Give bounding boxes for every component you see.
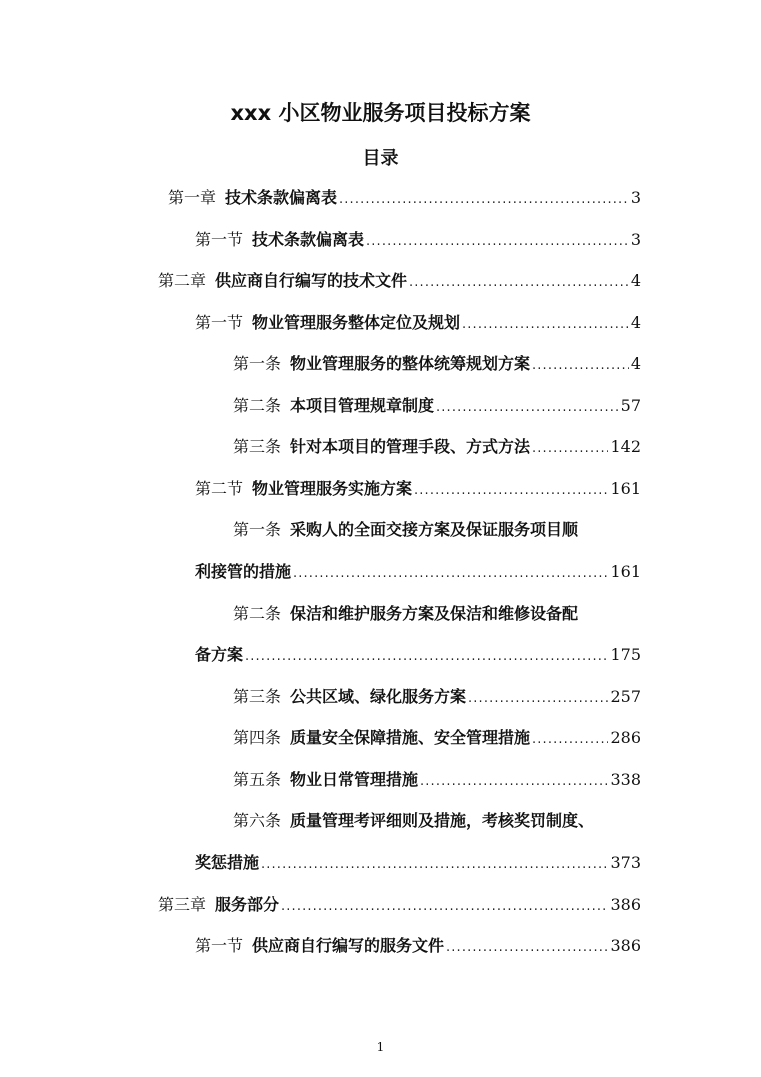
toc-entry-article-2-1-2[interactable] — [233, 392, 641, 420]
toc-leader-dots — [420, 768, 608, 796]
toc-leader-dots — [366, 228, 629, 256]
toc-leader-dots — [468, 685, 608, 713]
toc-leader-dots — [409, 269, 629, 297]
toc-entry-section-3-1[interactable] — [195, 932, 641, 960]
toc-entry-title: 针对本项目的管理手段、方式方法 — [290, 437, 531, 456]
toc-entry-number: 第二章 — [158, 271, 207, 290]
toc-entry-number: 第一节 — [195, 936, 244, 955]
toc-entry-article-2-2-2[interactable] — [233, 600, 578, 628]
toc-entry-article-2-2-1-cont[interactable] — [195, 558, 641, 586]
toc-entry-chapter-2[interactable] — [158, 267, 641, 295]
toc-entry-number: 第五条 — [233, 770, 282, 789]
toc-entry-number: 第一条 — [233, 354, 282, 373]
toc-entry-title: 质量安全保障措施、安全管理措施 — [290, 728, 531, 747]
toc-entry-number: 第二条 — [233, 396, 282, 415]
toc-entry-title: 利接管的措施 — [195, 562, 292, 581]
toc-entry-article-2-1-1[interactable] — [233, 350, 641, 378]
document-title: xxx 小区物业服务项目投标方案 — [230, 101, 531, 125]
toc-entry-title: 物业日常管理措施 — [290, 770, 419, 789]
toc-entry-title: 供应商自行编写的技术文件 — [215, 271, 408, 290]
toc-entry-number: 第三章 — [158, 895, 207, 914]
toc-entry-article-2-2-5[interactable] — [233, 766, 641, 794]
toc-leader-dots — [446, 934, 608, 962]
toc-entry-page: 57 — [620, 396, 641, 415]
toc-heading: 目录 — [362, 148, 399, 169]
toc-entry-article-2-1-3[interactable] — [233, 433, 641, 461]
toc-leader-dots — [532, 726, 608, 754]
toc-leader-dots — [532, 435, 608, 463]
toc-entry-page: 161 — [610, 562, 641, 581]
toc-entry-section-2-2[interactable] — [195, 475, 641, 503]
toc-entry-article-2-2-2-cont[interactable] — [195, 641, 641, 669]
toc-entry-page: 286 — [610, 728, 641, 747]
toc-entry-number: 第一节 — [195, 230, 244, 249]
toc-entry-number: 第二节 — [195, 479, 244, 498]
toc-entry-page: 161 — [610, 479, 641, 498]
toc-entry-page: 4 — [630, 313, 641, 332]
toc-entry-title: 物业管理服务整体定位及规划 — [252, 313, 461, 332]
toc-entry-page: 373 — [610, 853, 641, 872]
toc-entry-section-1-1[interactable] — [195, 226, 641, 254]
toc-entry-title: 采购人的全面交接方案及保证服务项目顺 — [290, 520, 579, 539]
toc-entry-title: 保洁和维护服务方案及保洁和维修设备配 — [290, 604, 579, 623]
toc-entry-article-2-2-6-cont[interactable] — [195, 849, 641, 877]
toc-leader-dots — [339, 186, 629, 214]
toc-entry-chapter-1[interactable] — [168, 184, 641, 212]
toc-entry-title: 奖惩措施 — [195, 853, 260, 872]
toc-entry-title: 供应商自行编写的服务文件 — [252, 936, 445, 955]
toc-entry-article-2-2-4[interactable] — [233, 724, 641, 752]
toc-entry-page: 3 — [630, 188, 641, 207]
toc-leader-dots — [245, 643, 608, 671]
toc-entry-section-2-1[interactable] — [195, 309, 641, 337]
toc-leader-dots — [261, 851, 608, 879]
toc-entry-title: 公共区域、绿化服务方案 — [290, 687, 467, 706]
toc-entry-page: 142 — [610, 437, 641, 456]
toc-entry-article-2-2-6[interactable] — [233, 807, 594, 835]
toc-entry-title: 物业管理服务的整体统筹规划方案 — [290, 354, 531, 373]
toc-entry-page: 257 — [610, 687, 641, 706]
toc-entry-article-2-2-1[interactable] — [233, 516, 578, 544]
page-number: 1 — [376, 1040, 385, 1054]
toc-leader-dots — [436, 394, 619, 422]
toc-entry-page: 4 — [630, 354, 641, 373]
toc-entry-number: 第一章 — [168, 188, 217, 207]
toc-leader-dots — [293, 560, 608, 588]
toc-entry-number: 第二条 — [233, 604, 282, 623]
toc-entry-title: 服务部分 — [215, 895, 280, 914]
toc-entry-title: 技术条款偏离表 — [252, 230, 365, 249]
toc-entry-number: 第一条 — [233, 520, 282, 539]
toc-leader-dots — [281, 893, 608, 921]
toc-entry-page: 4 — [630, 271, 641, 290]
toc-entry-title: 本项目管理规章制度 — [290, 396, 435, 415]
toc-leader-dots — [414, 477, 608, 505]
toc-entry-number: 第四条 — [233, 728, 282, 747]
toc-entry-number: 第六条 — [233, 811, 282, 830]
toc-entry-article-2-2-3[interactable] — [233, 683, 641, 711]
toc-entry-page: 338 — [610, 770, 641, 789]
toc-entry-number: 第三条 — [233, 437, 282, 456]
toc-entry-page: 386 — [610, 936, 641, 955]
toc-entry-title: 物业管理服务实施方案 — [252, 479, 413, 498]
toc-entry-title: 质量管理考评细则及措施，考核奖罚制度、 — [290, 811, 595, 830]
toc-entry-title: 技术条款偏离表 — [225, 188, 338, 207]
toc-leader-dots — [462, 311, 629, 339]
toc-entry-title: 备方案 — [195, 645, 244, 664]
toc-entry-number: 第三条 — [233, 687, 282, 706]
toc-entry-page: 175 — [610, 645, 641, 664]
toc-entry-number: 第一节 — [195, 313, 244, 332]
toc-leader-dots — [532, 352, 629, 380]
toc-entry-chapter-3[interactable] — [158, 891, 641, 919]
toc-entry-page: 3 — [630, 230, 641, 249]
toc-entry-page: 386 — [610, 895, 641, 914]
